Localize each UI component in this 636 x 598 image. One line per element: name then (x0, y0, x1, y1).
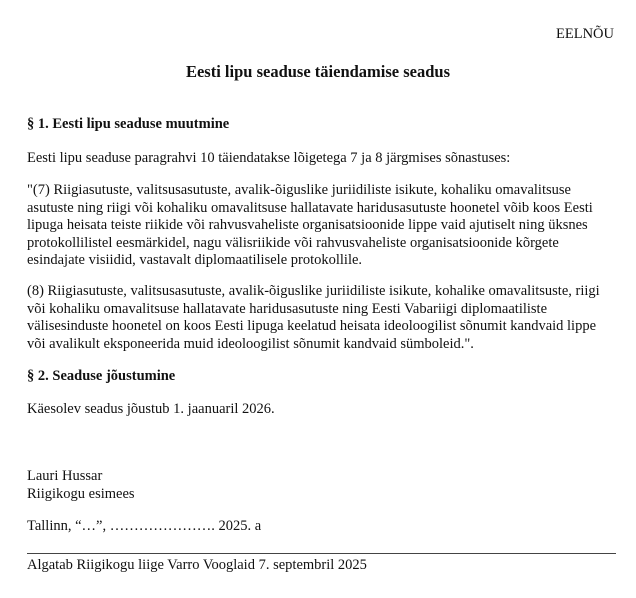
paragraph-line: või avalikult eksponeerida muid ideoloogilist sõnumit kandvaid sümboleid.". (27, 335, 474, 352)
section-2-text: Käesolev seadus jõustub 1. jaanuaril 2026. (27, 401, 275, 417)
section-1-heading: § 1. Eesti lipu seaduse muutmine (27, 116, 230, 132)
paragraph-line: asutuste ning riigi või kohaliku omavalitsuse hallatavate haridusasutuste hoonetel võib koos Eesti (27, 199, 593, 216)
place-date-line: Tallinn, “…”, …………………. 2025. a (27, 518, 262, 534)
paragraph-line: (8) Riigiasutuste, valitsusasutuste, avalik-õiguslike juriidiliste isikute, kohalike omavalitsuste, riigi (27, 283, 600, 299)
paragraph-line: protokollilistel eesmärkidel, nagu välisriikide või rahvusvaheliste organisatsioonide kõrgete (27, 234, 559, 251)
footer-divider (27, 553, 616, 554)
section-2-heading: § 2. Seaduse jõustumine (27, 368, 176, 384)
document-title: Eesti lipu seaduse täiendamise seadus (185, 62, 451, 81)
section-1-intro: Eesti lipu seaduse paragrahvi 10 täiendatakse lõigetega 7 ja 8 järgmises sõnastuses: (27, 150, 511, 166)
paragraph-line: või kohaliku omavalitsuse hallatavate haridusasutuste ning Eesti Vabariigi diplomaatiliste (27, 300, 548, 317)
paragraph-line: lipuga heisata teiste riikide või rahvusvaheliste organisatsioonide lippe vaid ajutiselt ning üksnes (27, 217, 588, 233)
draft-mark: EELNÕU (556, 26, 614, 42)
paragraph-8 (27, 283, 622, 353)
paragraph-7 (27, 182, 622, 270)
initiator-note: Algatab Riigikogu liige Varro Vooglaid 7. septembril 2025 (27, 557, 367, 573)
signatory-position: Riigikogu esimees (27, 486, 135, 502)
signatory-name: Lauri Hussar (27, 468, 103, 484)
paragraph-line: esindajate visiidid, vastavalt diplomaatilisele protokollile. (27, 252, 363, 268)
paragraph-line: välisesinduste hoonetel on koos Eesti lipuga keelatud heisata ideoloogilist sõnumit kandvaid lippe (27, 318, 597, 334)
paragraph-line: "(7) Riigiasutuste, valitsusasutuste, avalik-õiguslike juriidiliste isikute, kohaliku omavalitsuse (27, 182, 571, 198)
